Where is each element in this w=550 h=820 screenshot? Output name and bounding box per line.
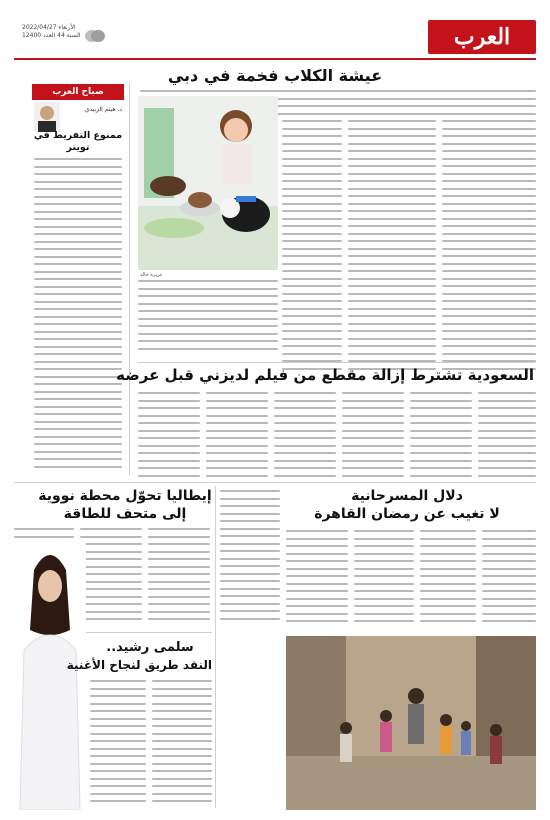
dateline <box>22 24 81 40</box>
story5-column-1 <box>152 680 212 808</box>
story2-column-3 <box>342 392 404 478</box>
story2-column-2 <box>410 392 472 478</box>
street-photo <box>286 636 536 810</box>
lower-section-rule <box>14 482 536 483</box>
story4-column-1 <box>148 528 210 628</box>
lead-photo-caption-text <box>138 280 278 356</box>
photo-credit: عزيزة خالد <box>140 272 163 278</box>
story3-headline-line1: دلال المسرحانية <box>351 488 463 504</box>
story2-column-4 <box>274 392 336 478</box>
issue-date: الأربعاء 2022/04/27 <box>22 24 76 31</box>
story3-column-4 <box>286 530 348 630</box>
newspaper-logo <box>428 20 536 54</box>
lead-photo <box>138 96 278 270</box>
story2-column-6 <box>138 392 200 478</box>
story4-headline-line2: إلى متحف للطاقة <box>63 506 187 522</box>
author-avatar <box>34 102 60 132</box>
story3-column-3 <box>354 530 414 630</box>
story3-column-1 <box>482 530 536 630</box>
story3-column-2 <box>420 530 476 630</box>
logo-text: العرب <box>453 24 511 50</box>
lead-headline: عيشة الكلاب فخمة في دبي <box>167 66 383 85</box>
story2-headline: السعودية تشترط إزالة مقطع من فيلم لديزني قبل عرضه <box>116 366 534 384</box>
story2-column-5 <box>206 392 268 478</box>
lead-column-1 <box>442 120 536 370</box>
lead-column-2 <box>348 120 436 370</box>
story5-headline-line1: سلمى رشيد.. <box>106 640 194 655</box>
masthead-rule <box>14 58 536 60</box>
story3-headline-line2: لا تغيب عن رمضان القاهرة <box>314 506 500 522</box>
speech-bubble-icon <box>84 28 106 44</box>
story5-headline-line2: النقد طريق لنجاح الأغنية <box>66 658 212 672</box>
sidebar-title: ممنوع التفريط في تويتر <box>33 130 123 153</box>
story2-column-1 <box>478 392 536 478</box>
issue-number: السنة 44 العدد 12400 <box>22 32 81 39</box>
lower-left-divider <box>215 486 216 808</box>
lead-column-3 <box>282 120 342 370</box>
story2-rule <box>138 362 536 363</box>
sidebar-body-text <box>34 158 122 470</box>
story4-column-2 <box>80 528 142 628</box>
singer-photo <box>14 540 86 810</box>
sidebar-section-tag: صباح العرب <box>32 84 124 100</box>
dog-photo <box>138 96 278 270</box>
story4-headline-line1: إيطاليا تحوّل محطة نووية <box>38 488 212 504</box>
story5-column-2 <box>90 680 146 808</box>
sidebar-divider <box>129 82 130 476</box>
story3-column-5 <box>220 490 280 630</box>
opinion-sidebar <box>32 84 124 476</box>
sidebar-author: د. هيثم الزبيدي <box>84 106 122 113</box>
